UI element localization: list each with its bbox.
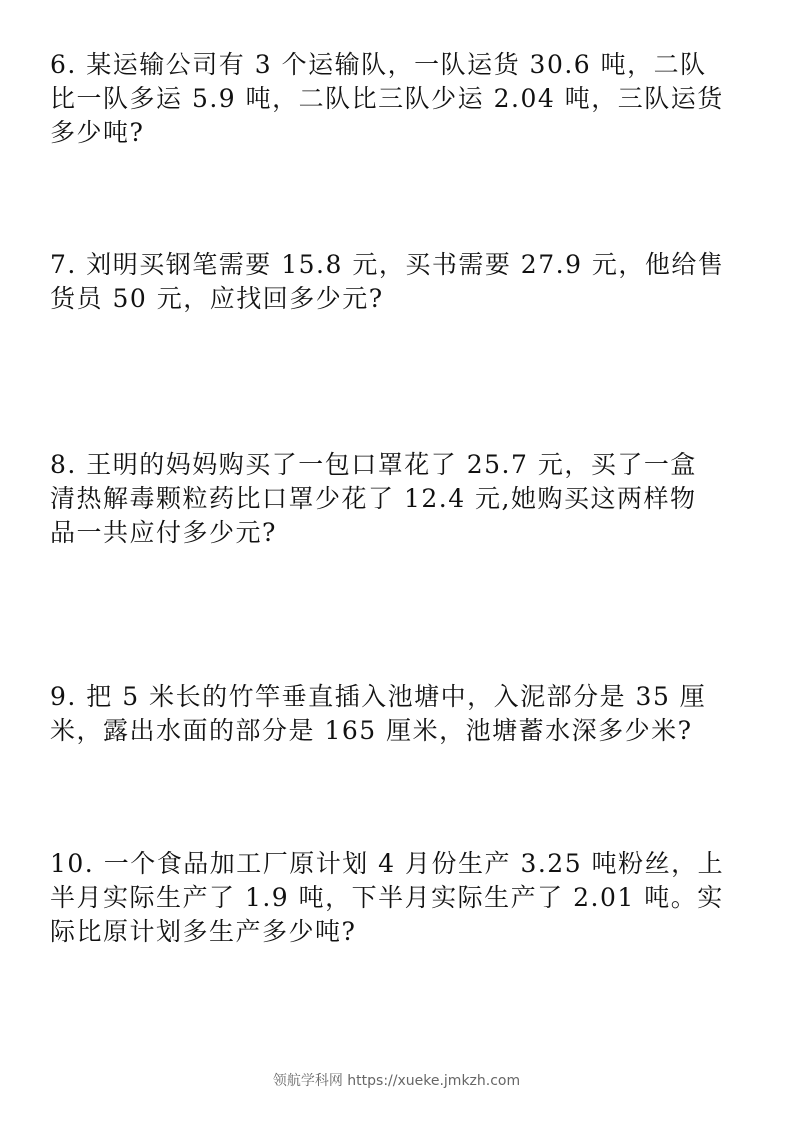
problem-7	[50, 248, 750, 316]
problem-6-line-2: 比一队多运 5.9 吨，二队比三队少运 2.04 吨，三队运货	[50, 84, 724, 113]
problem-9	[50, 680, 750, 748]
problem-6-line-3: 多少吨?	[50, 118, 145, 147]
problem-9-line-2: 米，露出水面的部分是 165 厘米，池塘蓄水深多少米?	[50, 716, 693, 745]
problem-6	[50, 48, 750, 150]
problem-8	[50, 448, 750, 550]
problem-8-line-3: 品一共应付多少元?	[50, 518, 277, 547]
problem-9-line-1: 9. 把 5 米长的竹竿垂直插入池塘中，入泥部分是 35 厘	[50, 682, 707, 711]
footer-source-text: 领航学科网 https://xueke.jmkzh.com	[272, 1073, 521, 1089]
problem-8-line-1: 8. 王明的妈妈购买了一包口罩花了 25.7 元，买了一盒	[50, 450, 697, 479]
problem-6-line-1: 6. 某运输公司有 3 个运输队，一队运货 30.6 吨，二队	[50, 50, 707, 79]
problem-7-line-1: 7. 刘明买钢笔需要 15.8 元，买书需要 27.9 元，他给售	[50, 250, 725, 279]
problem-10	[50, 847, 750, 949]
problem-10-line-3: 际比原计划多生产多少吨?	[50, 917, 357, 946]
problem-10-line-2: 半月实际生产了 1.9 吨，下半月实际生产了 2.01 吨。实	[50, 883, 724, 912]
problem-8-line-2: 清热解毒颗粒药比口罩少花了 12.4 元,她购买这两样物	[50, 484, 697, 513]
problem-10-line-1: 10. 一个食品加工厂原计划 4 月份生产 3.25 吨粉丝，上	[50, 849, 725, 878]
problem-7-line-2: 货员 50 元，应找回多少元?	[50, 284, 384, 313]
